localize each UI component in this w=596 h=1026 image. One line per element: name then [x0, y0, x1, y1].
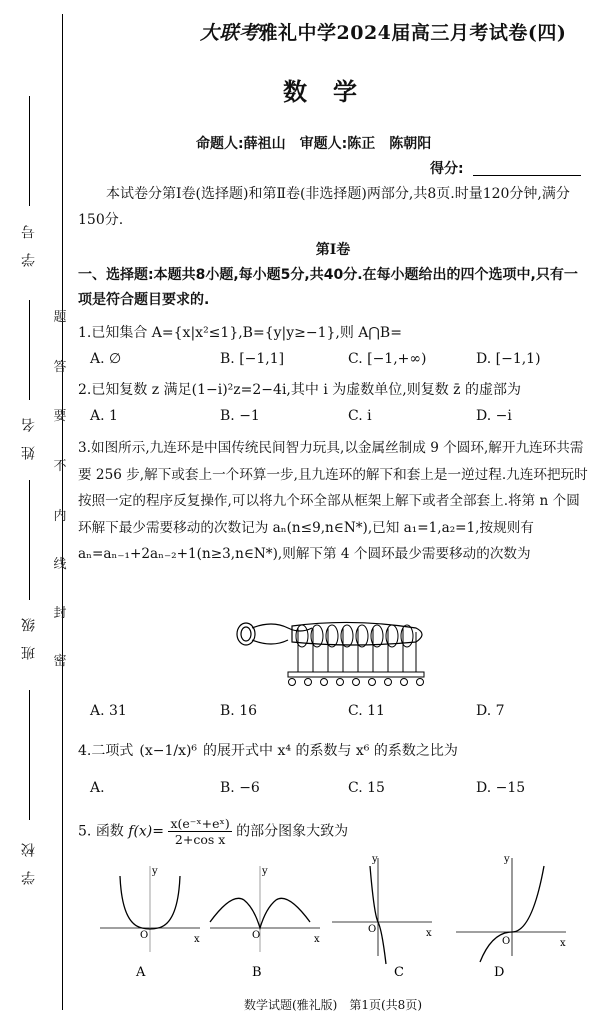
class-fill-line — [29, 480, 30, 600]
function-name: f(x)= — [128, 823, 164, 840]
margin-label-id-text: 学 号 — [21, 225, 37, 267]
graph-options — [92, 852, 592, 982]
section-header: 一、选择题:本题共8小题,每小题5分,共40分.在每小题给出的四个选项中,只有一项是符合题目要求的. — [78, 267, 578, 308]
question-2 — [78, 377, 588, 403]
question-text-before: 函数 — [95, 823, 124, 840]
option-b[interactable]: B. 16 — [220, 703, 258, 719]
option-a[interactable]: A. ∅ — [90, 351, 122, 367]
question-4 — [78, 738, 588, 764]
seal-char: 内 — [53, 509, 67, 524]
graph-a-origin: O — [140, 930, 149, 941]
graph-d-label: D — [494, 965, 505, 980]
option-d[interactable]: D. −15 — [476, 780, 526, 796]
option-d[interactable]: D. 7 — [476, 703, 505, 719]
seal-char: 不 — [53, 459, 67, 474]
part-title: 第Ⅰ卷 — [315, 242, 351, 258]
question-1-options — [90, 351, 590, 373]
option-b[interactable]: B. −6 — [220, 780, 260, 796]
score-blank[interactable] — [473, 175, 581, 176]
graph-b-y: y — [262, 866, 268, 877]
option-c[interactable]: C. i — [348, 408, 372, 424]
option-c[interactable]: C. 15 — [348, 780, 385, 796]
fraction-denominator: 2+cos x — [174, 832, 226, 847]
seal-char: 密 — [53, 654, 67, 669]
question-text: 已知集合 A={x|x²≤1},B={y|y≥−1},则 A⋂B= — [91, 325, 402, 341]
graph-a-y: y — [152, 866, 158, 877]
exam-title — [200, 18, 566, 45]
exam-brand: 大联考 — [200, 22, 259, 44]
graph-c-origin: O — [368, 924, 377, 935]
question-3 — [78, 435, 588, 568]
margin-label-class-text: 班 级 — [21, 618, 37, 660]
question-text: 如图所示,九连环是中国传统民间智力玩具,以金属丝制成 9 个圆环,解开九连环共需要 256 步,解下或套上一个环算一步,且九连环的解下和套上是一逆过程.九连环把玩时按照一定的程序反复操作,可以将九个环全部从框架上解下或者全部套上.将第 n 个圆环解下最少需要移动的次数记为 aₙ(n≤9,n∈N*),已知 a₁=1,a₂=1,按规则有 aₙ=aₙ₋₁+2aₙ₋₂+1(n≥3,n∈N*),则解下第 4 个圆环最少需要移动的次数为 — [78, 440, 588, 562]
graph-c — [332, 858, 432, 964]
graph-d-origin: O — [502, 936, 511, 947]
seal-char: 要 — [53, 409, 67, 424]
margin-label-name-text: 姓 名 — [21, 418, 37, 460]
option-d[interactable]: D. −i — [476, 408, 512, 424]
question-text: 已知复数 z 满足(1−i)²z=2−4i,其中 i 为虚数单位,则复数 z̄ 的虚部为 — [91, 382, 521, 398]
question-text-before: 二项式 — [91, 743, 134, 759]
margin-label-class — [14, 618, 44, 660]
intro-paragraph: 本试卷分第Ⅰ卷(选择题)和第Ⅱ卷(非选择题)两部分,共8页.时量120分钟,满分150分. — [78, 186, 570, 228]
name-fill-line — [29, 300, 30, 400]
graph-b-x: x — [314, 934, 320, 945]
option-a[interactable]: A. — [90, 780, 105, 796]
fraction-numerator: x(e⁻ˣ+eˣ) — [170, 816, 230, 831]
option-a[interactable]: A. 1 — [90, 408, 118, 424]
graph-b-label: B — [252, 965, 262, 980]
graph-c-label: C — [394, 965, 404, 980]
graph-d — [456, 858, 566, 962]
question-1 — [78, 320, 588, 346]
graph-c-y: y — [372, 854, 378, 865]
question-3-options — [90, 703, 590, 725]
graph-b-origin: O — [252, 930, 261, 941]
graph-d-y: y — [504, 854, 510, 865]
graph-a-label: A — [136, 965, 146, 980]
option-b[interactable]: B. [−1,1] — [220, 351, 285, 367]
graph-b — [210, 866, 320, 952]
seal-char: 线 — [53, 557, 67, 572]
option-c[interactable]: C. 11 — [348, 703, 385, 719]
school-fill-line — [29, 690, 30, 820]
nine-rings-figure — [232, 614, 432, 694]
option-d[interactable]: D. [−1,1) — [476, 351, 541, 367]
question-text-after: 的部分图象大致为 — [236, 823, 349, 840]
id-fill-line — [29, 96, 30, 206]
graph-c-x: x — [426, 928, 432, 939]
authors-line: 命题人:薛祖山 审题人:陈正 陈朝阳 — [196, 136, 432, 152]
fraction — [168, 816, 231, 847]
question-2-options — [90, 408, 590, 430]
option-a[interactable]: A. 31 — [90, 703, 127, 719]
option-b[interactable]: B. −1 — [220, 408, 260, 424]
margin-label-name — [14, 418, 44, 460]
seal-char: 封 — [53, 606, 67, 621]
margin-label-school — [14, 843, 44, 885]
seal-char: 答 — [53, 360, 67, 375]
question-number: 4. — [78, 743, 92, 759]
seal-char: 题 — [53, 310, 67, 325]
graph-a — [100, 866, 200, 952]
option-c[interactable]: C. [−1,+∞) — [348, 351, 427, 367]
subject-title: 数学 — [283, 77, 383, 106]
question-number: 2. — [78, 382, 92, 398]
margin-label-school-text: 学 校 — [21, 843, 37, 885]
question-number: 3. — [78, 440, 91, 456]
question-5 — [78, 816, 588, 848]
score-label: 得分: — [430, 161, 464, 177]
exam-title-text: 雅礼中学2024届高三月考试卷(四) — [258, 22, 567, 44]
question-number: 1. — [78, 325, 92, 341]
question-text-after: 的展开式中 x⁴ 的系数与 x⁶ 的系数之比为 — [203, 743, 458, 759]
binomial-expression: (x−1/x)⁶ — [139, 743, 198, 759]
page-footer: 数学试题(雅礼版) 第1页(共8页) — [244, 998, 422, 1012]
graph-a-x: x — [194, 934, 200, 945]
question-4-options — [90, 780, 590, 802]
question-number: 5. — [78, 823, 92, 840]
graph-d-x: x — [560, 938, 566, 949]
